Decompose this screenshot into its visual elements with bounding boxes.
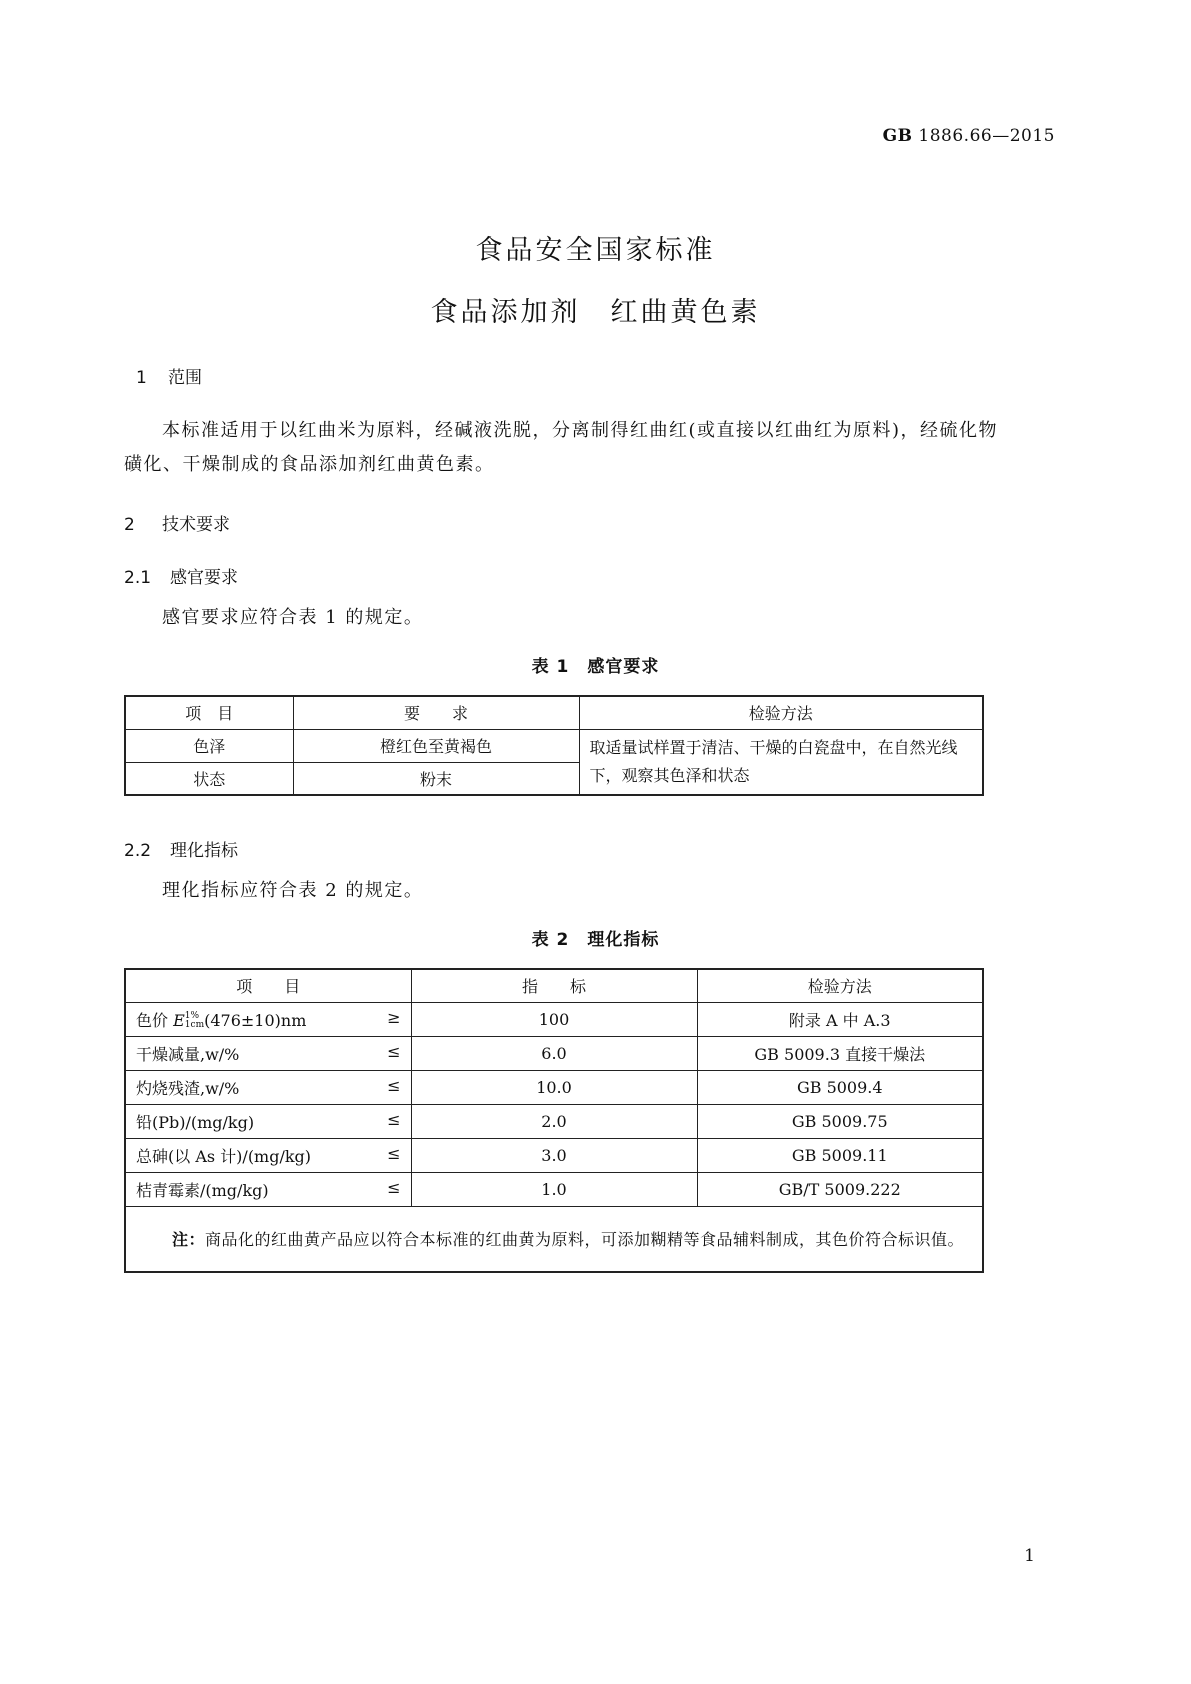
section-1-paragraph-line2: 磺化、干燥制成的食品添加剂红曲黄色素。 [124, 454, 495, 475]
item-cell [125, 1104, 411, 1138]
section-title: 技术要求 [162, 515, 230, 535]
table-cell: 状态 [125, 762, 293, 795]
note-label: 注： [172, 1230, 206, 1250]
section-number: 2 [124, 515, 135, 535]
table-row [125, 1036, 983, 1070]
column-header: 项 目 [125, 696, 293, 729]
note-text: 商品化的红曲黄产品应以符合本标准的红曲黄为原料，可添加糊精等食品辅料制成，其色价符合标识值。 [205, 1230, 965, 1250]
document-title: 食品安全国家标准 [475, 235, 716, 266]
table-2 [124, 968, 984, 1273]
section-title: 理化指标 [170, 841, 238, 861]
table-cell: 色泽 [125, 729, 293, 762]
table-note-row [125, 1206, 983, 1272]
value-cell: 6.0 [411, 1036, 697, 1070]
value-cell: 10.0 [411, 1070, 697, 1104]
superscript: 1% [184, 1011, 200, 1021]
table-cell: 橙红色至黄褐色 [293, 729, 579, 762]
section-2-1-paragraph: 感官要求应符合表 1 的规定。 [162, 607, 424, 628]
comparison-symbol: ≤ [387, 1143, 401, 1163]
table-cell: 粉末 [293, 762, 579, 795]
value-cell: 1.0 [411, 1172, 697, 1206]
section-number: 2.1 [124, 568, 152, 588]
item-cell [125, 1172, 411, 1206]
method-line-2: 下，观察其色泽和状态 [589, 765, 750, 785]
method-cell: 附录 A 中 A.3 [697, 1002, 983, 1036]
column-header: 要 求 [293, 696, 579, 729]
value-cell: 2.0 [411, 1104, 697, 1138]
table-row [125, 1070, 983, 1104]
item-cell [125, 1036, 411, 1070]
table-row [125, 1002, 983, 1036]
item-label: 总砷(以 As 计)/(mg/kg) [136, 1146, 312, 1166]
table-row [125, 729, 983, 762]
method-cell [579, 729, 983, 795]
item-label: 铅(Pb)/(mg/kg) [136, 1112, 255, 1132]
method-cell: GB 5009.3 直接干燥法 [697, 1036, 983, 1070]
section-2-2-paragraph: 理化指标应符合表 2 的规定。 [162, 880, 424, 901]
subscript: 1cm [184, 1020, 205, 1030]
comparison-symbol: ≤ [387, 1041, 401, 1061]
table-row [125, 1138, 983, 1172]
item-label: 色价 [136, 1010, 169, 1030]
comparison-symbol: ≥ [387, 1007, 401, 1027]
section-number: 2.2 [124, 841, 152, 861]
column-header: 检验方法 [697, 969, 983, 1002]
section-2-1-heading [124, 563, 238, 588]
item-label: 桔青霉素/(mg/kg) [136, 1180, 269, 1200]
method-cell: GB 5009.4 [697, 1070, 983, 1104]
item-cell [125, 1138, 411, 1172]
page-number: 1 [1024, 1546, 1035, 1566]
section-2-heading [124, 510, 230, 535]
document-subtitle: 食品添加剂 红曲黄色素 [430, 297, 761, 328]
section-title: 范围 [168, 368, 202, 388]
table-note [125, 1206, 983, 1272]
method-cell: GB 5009.11 [697, 1138, 983, 1172]
table-1-caption: 表 1 感官要求 [531, 657, 660, 677]
item-cell [125, 1070, 411, 1104]
standard-prefix: GB [882, 126, 913, 146]
method-cell: GB/T 5009.222 [697, 1172, 983, 1206]
table-header-row [125, 696, 983, 729]
table-header-row [125, 969, 983, 1002]
column-header: 项 目 [125, 969, 411, 1002]
item-label: 灼烧残渣,w/% [136, 1078, 240, 1098]
section-2-2-heading [124, 836, 238, 861]
value-cell: 100 [411, 1002, 697, 1036]
item-cell [125, 1002, 411, 1036]
column-header: 检验方法 [579, 696, 983, 729]
method-cell: GB 5009.75 [697, 1104, 983, 1138]
table-1 [124, 695, 984, 796]
table-row [125, 1104, 983, 1138]
table-2-caption: 表 2 理化指标 [531, 930, 660, 950]
comparison-symbol: ≤ [387, 1109, 401, 1129]
standard-code: 1886.66—2015 [918, 126, 1055, 146]
item-wavelength: (476±10)nm [204, 1010, 307, 1030]
standard-number [883, 126, 1055, 146]
column-header: 指 标 [411, 969, 697, 1002]
comparison-symbol: ≤ [387, 1075, 401, 1095]
item-label: 干燥减量,w/% [136, 1044, 240, 1064]
section-title: 感官要求 [170, 568, 238, 588]
section-1-heading [136, 363, 202, 388]
superscript-subscript [185, 1012, 204, 1030]
symbol-e: E [173, 1010, 185, 1030]
value-cell: 3.0 [411, 1138, 697, 1172]
section-1-paragraph-line1: 本标准适用于以红曲米为原料，经碱液洗脱，分离制得红曲红(或直接以红曲红为原料)，经硫化物 [162, 420, 999, 441]
table-row [125, 1172, 983, 1206]
method-line-1: 取适量试样置于清洁、干燥的白瓷盘中，在自然光线 [589, 737, 958, 757]
comparison-symbol: ≤ [387, 1177, 401, 1197]
section-number: 1 [136, 368, 147, 388]
